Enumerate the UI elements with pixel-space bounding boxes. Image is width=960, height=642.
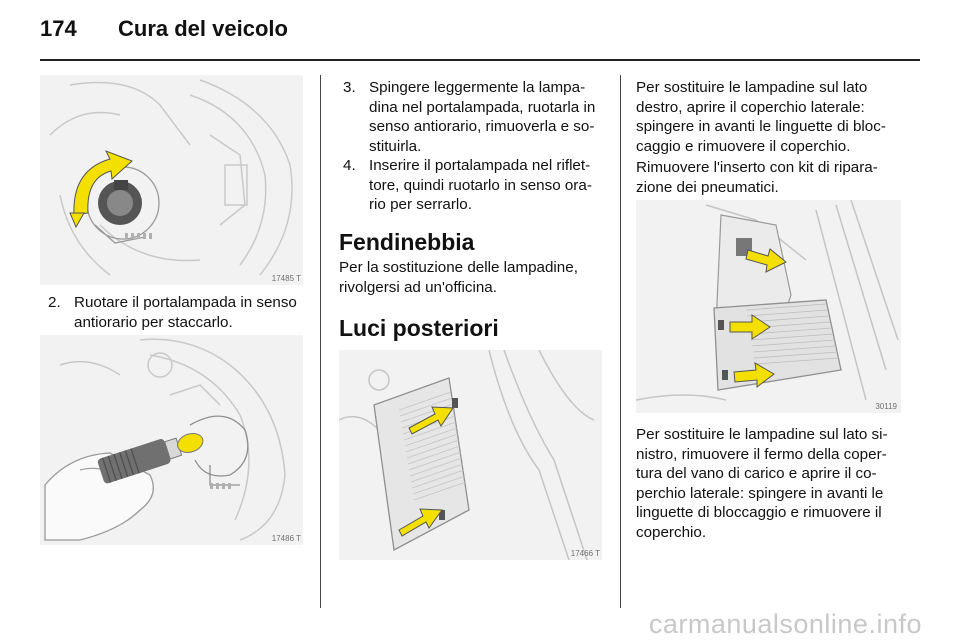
step-text-line: Ruotare il portalampada in senso <box>74 294 297 311</box>
col3-p3-line: coperchio. <box>636 523 707 541</box>
section-heading-luci-posteriori: Luci posteriori <box>339 315 499 341</box>
figure-rear-side-cover <box>339 350 602 560</box>
step-number: 3. <box>343 79 356 96</box>
fendinebbia-text-line: rivolgersi ad un'officina. <box>339 278 497 296</box>
col3-p2-line: zione dei pneumatici. <box>636 178 779 196</box>
figure-code: 17486 T <box>271 534 301 543</box>
step-3 <box>343 78 613 158</box>
step-text-line: tore, quindi ruotarlo in senso ora- <box>369 176 592 194</box>
header-rule <box>40 59 920 61</box>
headlamp-bulb-holder-rotate-icon <box>40 75 303 285</box>
figure-bulb-holder-removal <box>40 335 303 545</box>
col3-p1-line: spingere in avanti le linguette di bloc- <box>636 118 886 135</box>
step-number: 4. <box>343 157 356 174</box>
luggage-compartment-cover-tabs-icon <box>636 200 901 413</box>
figure-luggage-compartment-cover <box>636 200 901 413</box>
column-divider-1 <box>320 75 321 608</box>
col3-p1-line: destro, aprire il coperchio laterale: <box>636 98 865 116</box>
step-text-line: dina nel portalampada, ruotarla in <box>369 98 596 116</box>
column-divider-2 <box>620 75 621 608</box>
page-number: 174 <box>40 16 77 41</box>
step-4 <box>343 156 613 216</box>
step-number: 2. <box>48 294 61 311</box>
figure-headlamp-bulb-holder <box>40 75 303 285</box>
rear-side-cover-tabs-icon <box>339 350 602 560</box>
step-text-line: stituirla. <box>369 137 422 155</box>
col3-p3-line: perchio laterale: spingere in avanti le <box>636 484 884 502</box>
bulb-holder-removal-hand-icon <box>40 335 303 545</box>
figure-code: 17485 T <box>271 274 301 283</box>
col3-p3-line: nistro, rimuovere il fermo della coper- <box>636 445 887 463</box>
step-2 <box>48 293 313 333</box>
step-text-line: senso antiorario, rimuoverla e so- <box>369 118 595 135</box>
page-title: Cura del veicolo <box>118 16 288 41</box>
col3-p1-line: caggio e rimuovere il coperchio. <box>636 137 851 155</box>
step-text-line: Inserire il portalampada nel riflet- <box>369 157 591 174</box>
figure-code: 17466 T <box>570 549 600 558</box>
col3-p3-line: Per sostituire le lampadine sul lato si- <box>636 426 888 443</box>
step-text-line: rio per serrarlo. <box>369 196 472 213</box>
section-heading-fendinebbia: Fendinebbia <box>339 229 475 255</box>
watermark: carmanualsonline.info <box>648 609 922 639</box>
col3-p2-line: Rimuovere l'inserto con kit di ripara- <box>636 159 878 176</box>
fendinebbia-text-line: Per la sostituzione delle lampadine, <box>339 259 578 276</box>
col3-p3-line: tura del vano di carico e aprire il co- <box>636 465 877 482</box>
step-text-line: Spingere leggermente la lampa- <box>369 79 586 96</box>
figure-code: 30119 <box>875 402 897 411</box>
col3-p1-line: Per sostituire le lampadine sul lato <box>636 79 868 96</box>
col3-p3-line: linguette di bloccaggio e rimuovere il <box>636 504 882 521</box>
step-text-line: antiorario per staccarlo. <box>74 313 233 331</box>
